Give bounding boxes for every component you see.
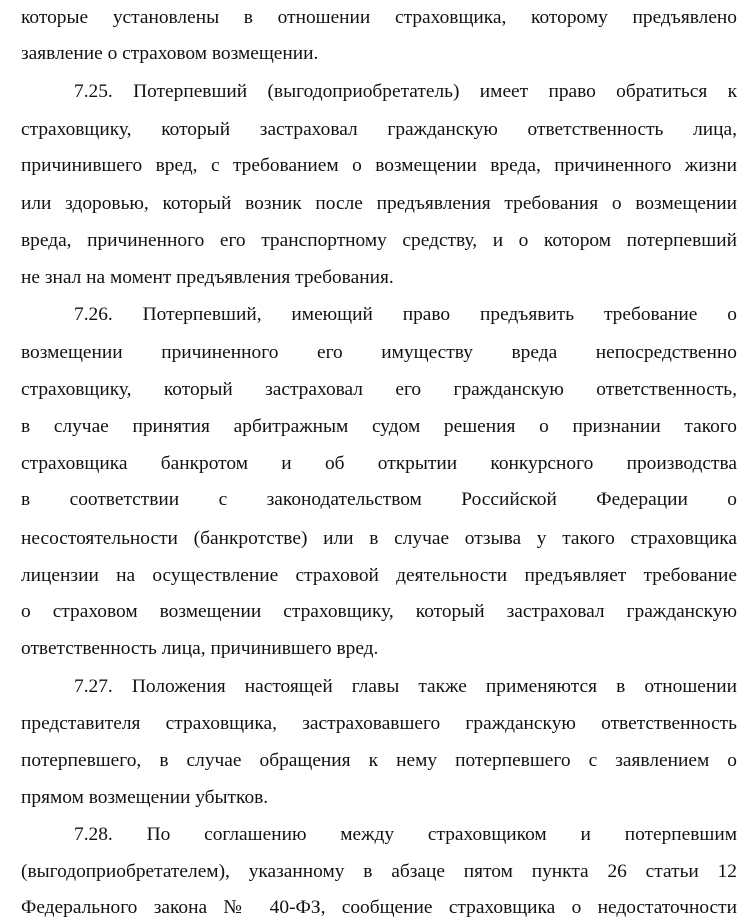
text-line: которые установлены в отношении страховщика, которому предъявлено [21, 7, 737, 28]
text-line: потерпевшего, в случае обращения к нему потерпевшего с заявлением о [21, 750, 737, 771]
text-line: прямом возмещении убытков. [21, 787, 269, 808]
text-line: в соответствии с законодательством Российской Федерации о [21, 489, 737, 510]
text-line: причинившего вред, с требованием о возмещении вреда, причиненного жизни [21, 155, 737, 176]
text-line: о страховом возмещении страховщику, который застраховал гражданскую [21, 601, 737, 622]
text-line: Федерального закона № 40-ФЗ, сообщение страховщика о недостаточности [21, 897, 737, 918]
text-line: страховщику, который застраховал его гражданскую ответственность, [21, 379, 737, 400]
text-line: представителя страховщика, застраховавшего гражданскую ответственность [21, 713, 737, 734]
text-line: страховщику, который застраховал гражданскую ответственность лица, [21, 119, 737, 140]
text-line: возмещении причиненного его имуществу вреда непосредственно [21, 342, 737, 363]
text-line: заявление о страховом возмещении. [21, 43, 319, 64]
text-line: или здоровью, который возник после предъявления требования о возмещении [21, 193, 737, 214]
paragraph-7-27-line: 7.27. Положения настоящей главы также применяются в отношении [74, 676, 737, 697]
paragraph-7-26-line: 7.26. Потерпевший, имеющий право предъявить требование о [74, 304, 737, 325]
paragraph-7-25-line: 7.25. Потерпевший (выгодоприобретатель) имеет право обратиться к [74, 81, 737, 102]
text-line: не знал на момент предъявления требования. [21, 267, 394, 288]
text-line: несостоятельности (банкротстве) или в случае отзыва у такого страховщика [21, 528, 737, 549]
text-line: лицензии на осуществление страховой деятельности предъявляет требование [21, 565, 737, 586]
paragraph-7-28-line: 7.28. По соглашению между страховщиком и потерпевшим [74, 824, 737, 845]
text-line: (выгодоприобретателем), указанному в абзаце пятом пункта 26 статьи 12 [21, 861, 737, 882]
text-line: страховщика банкротом и об открытии конкурсного производства [21, 453, 737, 474]
text-line: в случае принятия арбитражным судом решения о признании такого [21, 416, 737, 437]
text-line: вреда, причиненного его транспортному средству, и о котором потерпевший [21, 230, 737, 251]
text-line: ответственность лица, причинившего вред. [21, 638, 379, 659]
